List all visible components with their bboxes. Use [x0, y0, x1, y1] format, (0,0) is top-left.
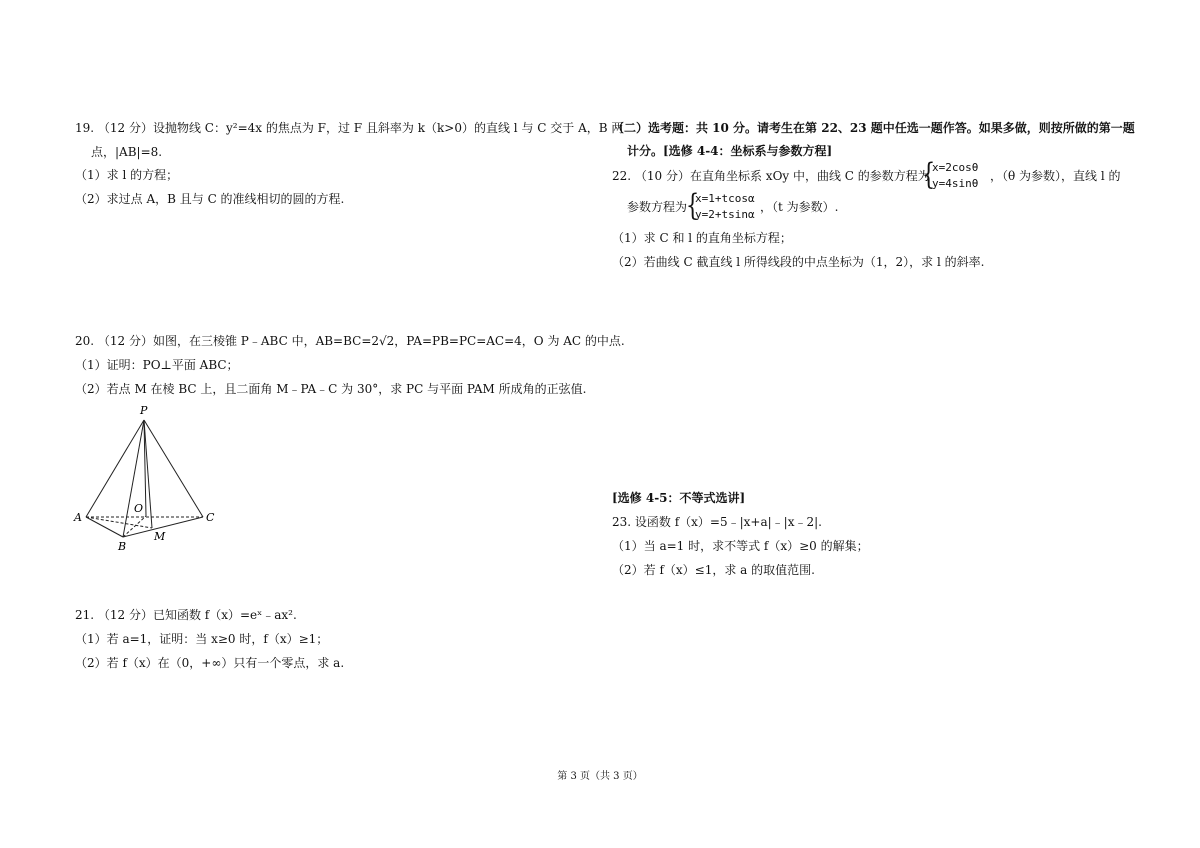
- q20-stem: 20. （12 分）如图，在三棱锥 P﹣ABC 中，AB=BC=2√2，PA=PB=PC=AC=4，O 为 AC 的中点.: [75, 334, 625, 348]
- q19-part1: （1）求 l 的方程；: [75, 168, 179, 182]
- q19-stem-line1: 19. （12 分）设抛物线 C：y²=4x 的焦点为 F，过 F 且斜率为 k（k>0）的直线 l 与 C 交于 A，B 两: [75, 121, 624, 135]
- label-c: C: [206, 511, 215, 524]
- q22-brace-l: {: [685, 188, 700, 223]
- q21-part2: （2）若 f（x）在（0，+∞）只有一个零点，求 a.: [75, 656, 345, 670]
- optional-header-line1: （二）选考题：共 10 分。请考生在第 22、23 题中任选一题作答。如果多做，则按所做的第一题: [612, 121, 1135, 135]
- page-footer: 第 3 页（共 3 页）: [557, 771, 643, 782]
- optional-header-line2: 计分。[选修 4-4：坐标系与参数方程]: [627, 144, 833, 158]
- q19-stem-line2: 点，|AB|=8.: [91, 145, 163, 159]
- label-b: B: [118, 540, 127, 553]
- q22-stem2-pre: 参数方程为: [627, 200, 688, 214]
- q21-part1: （1）若 a=1，证明：当 x≥0 时，f（x）≥1；: [75, 632, 329, 646]
- label-m: M: [154, 530, 166, 543]
- q21-stem: 21. （12 分）已知函数 f（x）=eˣ﹣ax².: [75, 608, 297, 622]
- q22-stem-pre: 22. （10 分）在直角坐标系 xOy 中，曲线 C 的参数方程为: [612, 169, 930, 183]
- q23-stem: 23. 设函数 f（x）=5﹣|x+a|﹣|x﹣2|.: [612, 515, 822, 529]
- q23-section-header: [选修 4-5：不等式选讲]: [612, 491, 746, 505]
- q22-eq-c2: y=4sinθ: [932, 177, 979, 190]
- q23-part1: （1）当 a=1 时，求不等式 f（x）≥0 的解集；: [612, 539, 869, 553]
- q22-part2: （2）若曲线 C 截直线 l 所得线段的中点坐标为（1，2），求 l 的斜率.: [612, 255, 985, 269]
- label-p: P: [140, 404, 148, 417]
- q22-stem2-post: ，（t 为参数）.: [760, 200, 839, 214]
- pyramid-figure: [70, 402, 230, 562]
- q20-part1: （1）证明：PO⊥平面 ABC；: [75, 358, 239, 372]
- q19-part2: （2）求过点 A，B 且与 C 的准线相切的圆的方程.: [75, 192, 345, 206]
- label-o: O: [134, 502, 144, 515]
- q22-stem-post: ，（θ 为参数），直线 l 的: [990, 169, 1121, 183]
- q20-part2: （2）若点 M 在棱 BC 上，且二面角 M﹣PA﹣C 为 30°，求 PC 与平面 PAM 所成角的正弦值.: [75, 382, 587, 396]
- q22-part1: （1）求 C 和 l 的直角坐标方程；: [612, 231, 792, 245]
- q22-eq-c1: x=2cosθ: [932, 161, 979, 174]
- q22-brace-c: {: [921, 157, 936, 192]
- q22-eq-l1: x=1+tcosα: [695, 192, 755, 205]
- q22-eq-l2: y=2+tsinα: [695, 208, 755, 221]
- q23-part2: （2）若 f（x）≤1，求 a 的取值范围.: [612, 563, 815, 577]
- label-a: A: [74, 511, 82, 524]
